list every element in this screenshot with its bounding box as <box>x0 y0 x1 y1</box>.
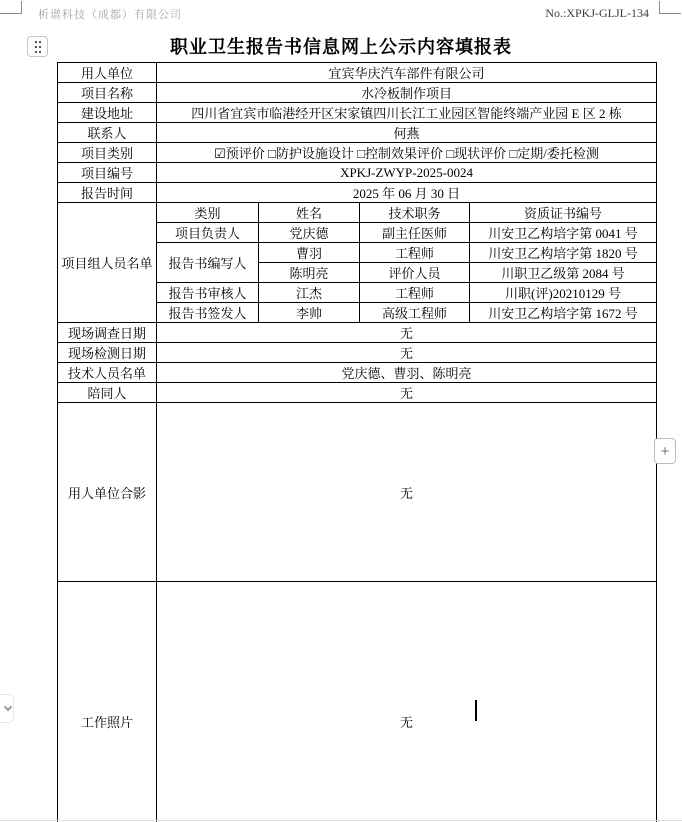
table-row <box>58 383 657 403</box>
chevron-down-icon <box>4 703 12 711</box>
table-row <box>58 323 657 343</box>
row-label: 现场调查日期 <box>58 323 157 343</box>
row-value[interactable]: 无 <box>157 323 657 343</box>
team-title[interactable]: 高级工程师 <box>360 303 470 323</box>
insert-plus-button[interactable]: + <box>654 438 676 464</box>
row-value[interactable]: 无 <box>157 582 657 822</box>
row-value[interactable]: 无 <box>157 343 657 363</box>
row-value[interactable]: 四川省宜宾市临港经开区宋家镇四川长江工业园区智能终端产业园 E 区 2 栋 <box>157 103 657 123</box>
team-cert[interactable]: 川安卫乙构培字第 0041 号 <box>470 223 657 243</box>
header-company-name: 析谱科技（成都）有限公司 <box>38 9 182 21</box>
form-title: 职业卫生报告书信息网上公示内容填报表 <box>170 37 512 57</box>
table-row <box>58 183 657 203</box>
team-name[interactable]: 江杰 <box>259 283 360 303</box>
team-name[interactable]: 李帅 <box>259 303 360 323</box>
row-value[interactable]: 无 <box>157 383 657 403</box>
table-row <box>58 83 657 103</box>
team-cert[interactable]: 川职(评)20210129 号 <box>470 283 657 303</box>
row-value[interactable]: 2025 年 06 月 30 日 <box>157 183 657 203</box>
row-label: 建设地址 <box>58 103 157 123</box>
table-row <box>58 123 657 143</box>
row-label: 技术人员名单 <box>58 363 157 383</box>
row-label: 项目类别 <box>58 143 157 163</box>
row-value project-category-checkboxes[interactable]: ☑预评价 □防护设施设计 □控制效果评价 □现状评价 □定期/委托检测 <box>157 143 657 163</box>
team-col-header: 类别 <box>157 203 259 223</box>
table-row <box>58 143 657 163</box>
team-title[interactable]: 工程师 <box>360 283 470 303</box>
table-row <box>58 343 657 363</box>
team-name[interactable]: 陈明亮 <box>259 263 360 283</box>
row-label: 现场检测日期 <box>58 343 157 363</box>
row-label: 陪同人 <box>58 383 157 403</box>
team-category[interactable]: 报告书编写人 <box>157 243 259 283</box>
row-label: 联系人 <box>58 123 157 143</box>
header-margin-mark-left-icon <box>0 1 22 14</box>
team-title[interactable]: 评价人员 <box>360 263 470 283</box>
row-value[interactable]: 党庆德、曹羽、陈明亮 <box>157 363 657 383</box>
table-row <box>58 163 657 183</box>
team-section-label: 项目组人员名单 <box>58 203 157 323</box>
team-cert[interactable]: 川安卫乙构培字第 1672 号 <box>470 303 657 323</box>
report-form-table <box>57 62 657 822</box>
row-label: 报告时间 <box>58 183 157 203</box>
row-value[interactable]: 水冷板制作项目 <box>157 83 657 103</box>
work-photo-row <box>58 582 657 822</box>
team-name[interactable]: 曹羽 <box>259 243 360 263</box>
table-row <box>58 63 657 83</box>
row-label: 项目编号 <box>58 163 157 183</box>
row-value[interactable]: XPKJ-ZWYP-2025-0024 <box>157 163 657 183</box>
team-category[interactable]: 项目负责人 <box>157 223 259 243</box>
row-value[interactable]: 何燕 <box>157 123 657 143</box>
team-col-header: 资质证书编号 <box>470 203 657 223</box>
row-label: 用人单位合影 <box>58 403 157 582</box>
text-cursor <box>475 700 477 721</box>
row-value[interactable]: 宜宾华庆汽车部件有限公司 <box>157 63 657 83</box>
table-row <box>58 103 657 123</box>
team-col-header: 姓名 <box>259 203 360 223</box>
team-cert[interactable]: 川职卫乙级第 2084 号 <box>470 263 657 283</box>
header-margin-mark-right-icon <box>659 1 681 14</box>
team-name[interactable]: 党庆德 <box>259 223 360 243</box>
table-row <box>58 363 657 383</box>
team-category[interactable]: 报告书审核人 <box>157 283 259 303</box>
team-category[interactable]: 报告书签发人 <box>157 303 259 323</box>
row-label: 工作照片 <box>58 582 157 822</box>
team-title[interactable]: 工程师 <box>360 243 470 263</box>
row-value[interactable]: 无 <box>157 403 657 582</box>
header-doc-number: No.:XPKJ-GLJL-134 <box>545 6 649 20</box>
team-title[interactable]: 副主任医师 <box>360 223 470 243</box>
team-cert[interactable]: 川安卫乙构培字第 1820 号 <box>470 243 657 263</box>
chevron-down-button[interactable] <box>0 694 14 723</box>
row-label: 用人单位 <box>58 63 157 83</box>
page-bottom-divider <box>0 820 682 821</box>
row-label: 项目名称 <box>58 83 157 103</box>
team-header-row <box>58 203 657 223</box>
company-photo-row <box>58 403 657 582</box>
team-col-header: 技术职务 <box>360 203 470 223</box>
